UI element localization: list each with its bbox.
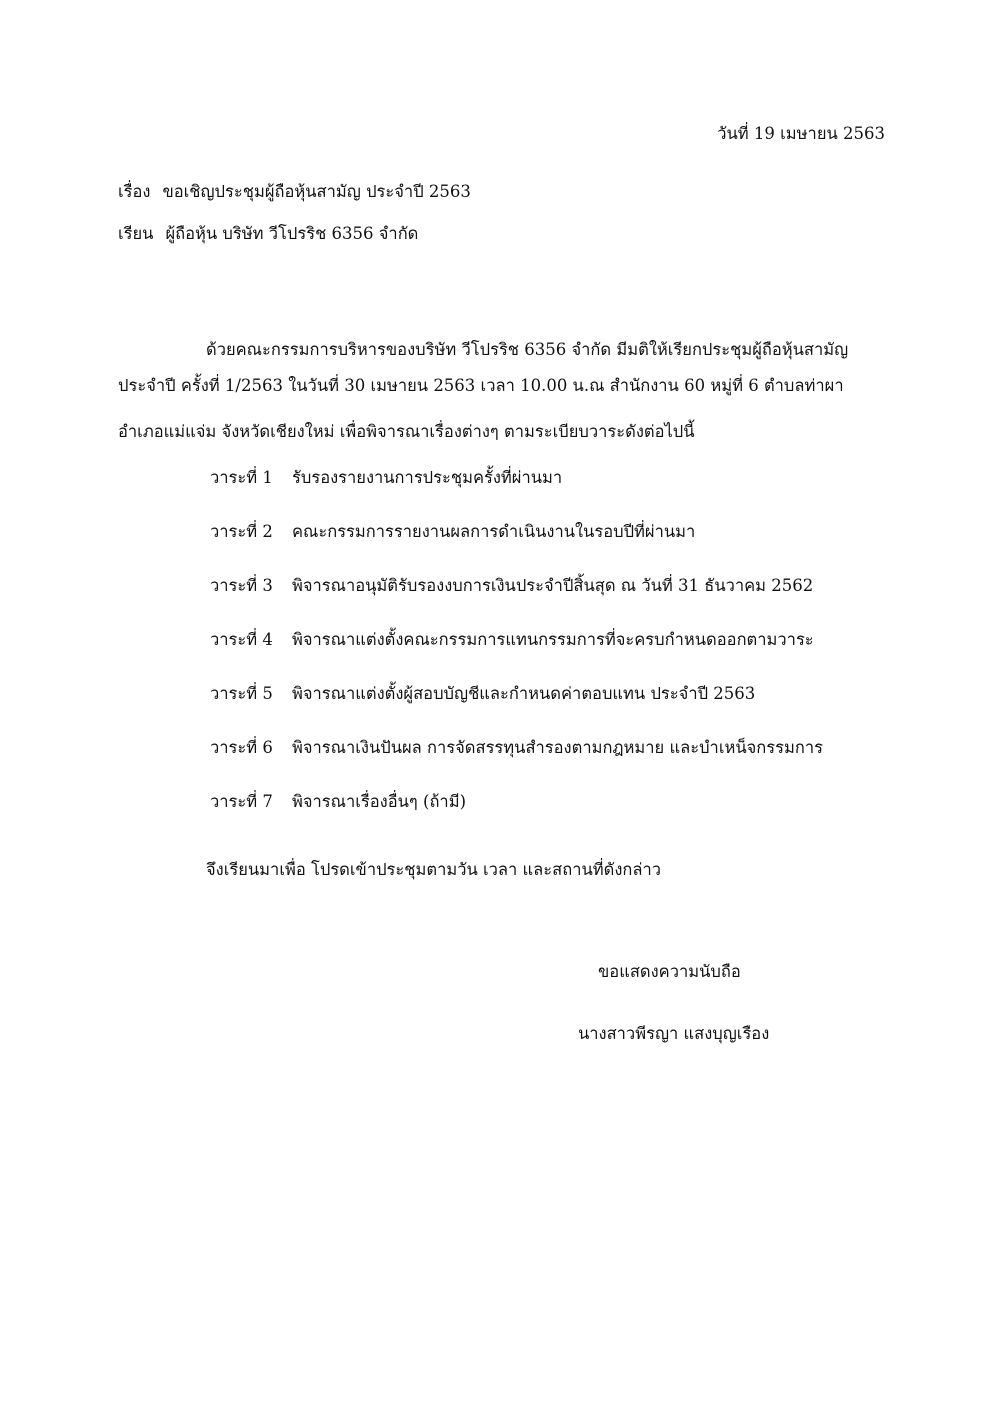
agenda-item	[210, 470, 562, 487]
regards-line: ขอแสดงความนับถือ	[598, 962, 741, 981]
agenda-item	[210, 686, 755, 703]
signer-name: นางสาวพีรญา แสงบุญเรือง	[578, 1024, 770, 1043]
agenda-item	[210, 740, 823, 757]
agenda-number: วาระที่ 1	[210, 468, 273, 487]
agenda-item	[210, 578, 813, 595]
closing-line: จึงเรียนมาเพื่อ โปรดเข้าประชุมตามวัน เวลา และสถานที่ดังกล่าว	[206, 860, 662, 879]
recipient-line	[118, 226, 418, 243]
subject-label: เรื่อง	[118, 182, 151, 201]
body-paragraph-line-3: อำเภอแม่แจ่ม จังหวัดเชียงใหม่ เพื่อพิจารณาเรื่องต่างๆ ตามระเบียบวาระดังต่อไปนี้	[118, 422, 695, 441]
agenda-text: คณะกรรมการรายงานผลการดำเนินงานในรอบปีที่ผ่านมา	[292, 522, 696, 541]
agenda-text: พิจารณาแต่งตั้งคณะกรรมการแทนกรรมการที่จะครบกำหนดออกตามวาระ	[292, 630, 814, 649]
agenda-text: พิจารณาเรื่องอื่นๆ (ถ้ามี)	[292, 792, 467, 811]
letter-date: วันที่ 19 เมษายน 2563	[717, 124, 885, 143]
agenda-item	[210, 632, 814, 649]
agenda-item	[210, 794, 466, 811]
agenda-number: วาระที่ 2	[210, 522, 273, 541]
recipient-text: ผู้ถือหุ้น บริษัท วีโปรริช 6356 จำกัด	[165, 224, 419, 243]
body-paragraph-line-1: ด้วยคณะกรรมการบริหารของบริษัท วีโปรริช 6356 จำกัด มีมติให้เรียกประชุมผู้ถือหุ้นสามัญ	[206, 340, 849, 359]
body-paragraph-line-2: ประจำปี ครั้งที่ 1/2563 ในวันที่ 30 เมษายน 2563 เวลา 10.00 น.ณ สำนักงาน 60 หมู่ที่ 6 ตำบลท่าผา	[118, 376, 844, 395]
agenda-text: พิจารณาเงินปันผล การจัดสรรทุนสำรองตามกฎหมาย และบำเหน็จกรรมการ	[292, 738, 823, 757]
agenda-number: วาระที่ 4	[210, 630, 273, 649]
agenda-item	[210, 524, 695, 541]
agenda-number: วาระที่ 7	[210, 792, 273, 811]
subject-text: ขอเชิญประชุมผู้ถือหุ้นสามัญ ประจำปี 2563	[162, 182, 471, 201]
agenda-text: พิจารณาอนุมัติรับรองงบการเงินประจำปีสิ้นสุด ณ วันที่ 31 ธันวาคม 2562	[292, 576, 814, 595]
agenda-text: รับรองรายงานการประชุมครั้งที่ผ่านมา	[292, 468, 563, 487]
agenda-number: วาระที่ 5	[210, 684, 273, 703]
agenda-number: วาระที่ 6	[210, 738, 273, 757]
agenda-number: วาระที่ 3	[210, 576, 273, 595]
recipient-label: เรียน	[118, 224, 154, 243]
subject-line	[118, 184, 471, 201]
agenda-text: พิจารณาแต่งตั้งผู้สอบบัญชีและกำหนดค่าตอบแทน ประจำปี 2563	[292, 684, 756, 703]
